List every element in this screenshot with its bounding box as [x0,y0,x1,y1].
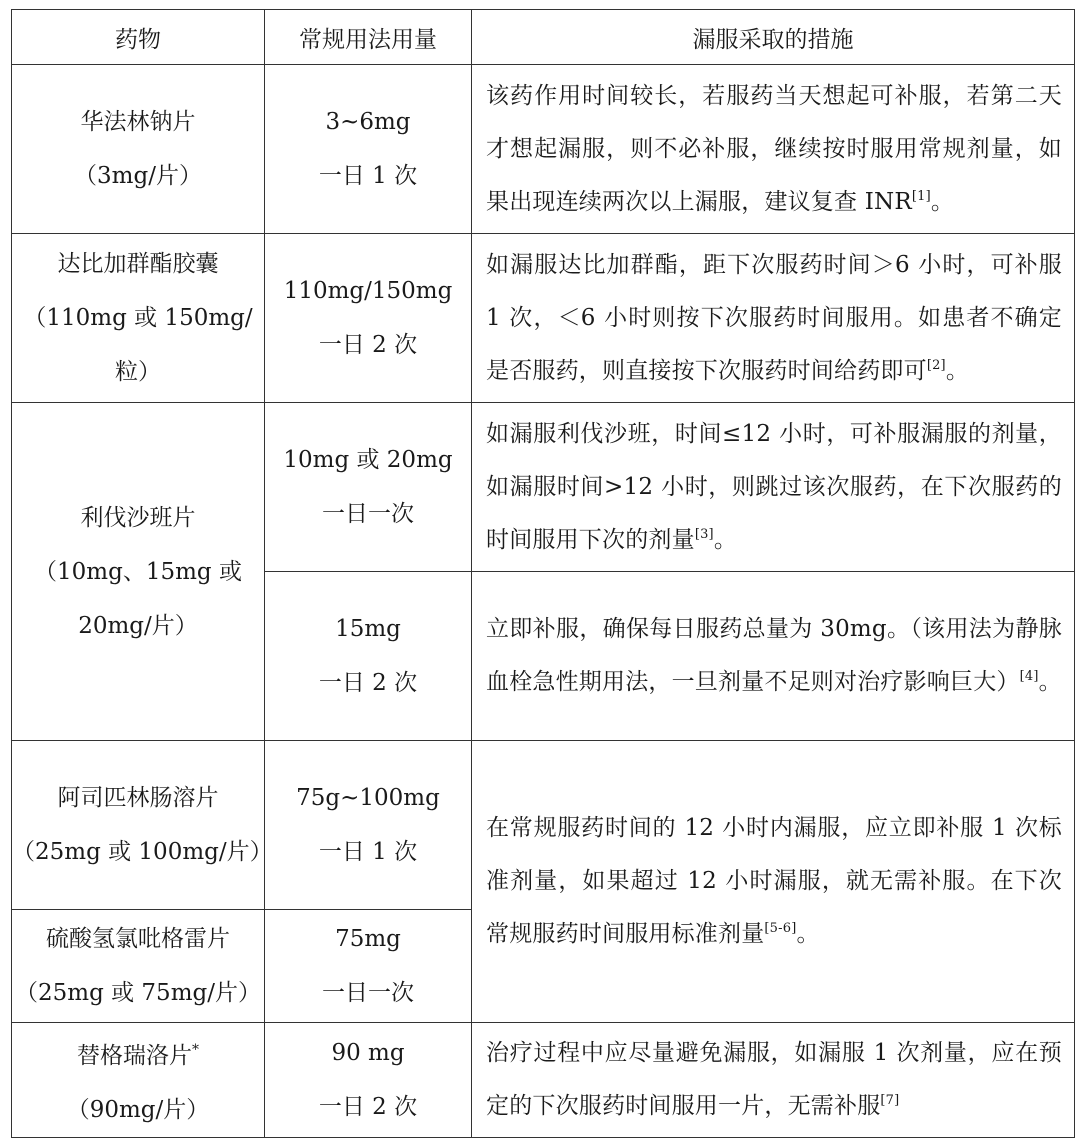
asterisk-mark: * [192,1042,199,1058]
dose-frequency: 一日一次 [322,980,414,1006]
drug-name: 替格瑞洛片 [77,1043,192,1069]
measure-tail: 。 [930,188,955,215]
measure-cell [472,572,1075,741]
reference-mark: [2] [926,357,946,373]
dose-cell [265,741,472,910]
drug-strength: （10mg、15mg 或 [34,558,242,585]
measure-text: 该药作用时间较长，若服药当天想起可补服，若第二天才想起漏服，则不必补服，继续按时服用常规剂量，如果出现连续两次以上漏服，建议复查 INR [486,82,1062,215]
drug-name: 达比加群酯胶囊 [57,251,219,277]
drug-name: 华法林钠片 [80,109,196,135]
dose-frequency: 一日 2 次 [318,670,418,696]
reference-mark: [1] [911,188,931,204]
dose-frequency: 一日 2 次 [318,332,418,358]
table-row [12,1023,1075,1138]
drug-cell [12,65,265,234]
drug-cell [12,741,273,910]
dose-frequency: 一日 2 次 [318,1094,418,1120]
header-missed-dose-action: 漏服采取的措施 [472,10,1075,65]
dose-cell [265,572,472,741]
measure-text: 在常规服药时间的 12 小时内漏服，应立即补服 1 次标准剂量，如果超过 12 小时漏服，就无需补服。在下次常规服药时间服用标准剂量 [486,815,1062,947]
measure-text: 如漏服利伐沙班，时间≤12 小时，可补服漏服的剂量，如漏服时间>12 小时，则跳过该次服药，在下次服药的时间服用下次的剂量 [486,420,1062,553]
header-drug: 药物 [12,10,265,65]
measure-tail: 。 [1038,669,1062,695]
drug-strength: （25mg 或 100mg/片） [12,839,273,865]
drug-strength-cont: 20mg/片） [78,612,198,639]
dose-amount: 15mg [335,616,401,642]
table-row [12,65,1075,234]
drug-cell [12,910,265,1023]
header-dosage: 常规用法用量 [265,10,472,65]
drug-cell [12,403,265,741]
dose-frequency: 一日 1 次 [318,163,418,189]
dose-amount: 3~6mg [325,109,411,135]
drug-strength: （25mg 或 75mg/片） [15,980,261,1006]
drug-strength-cont: 粒） [115,359,161,385]
dose-amount: 75g~100mg [296,785,440,811]
reference-mark: [5-6] [764,921,797,936]
measure-text: 治疗过程中应尽量避免漏服，如漏服 1 次剂量，应在预定的下次服药时间服用一片，无需补服 [486,1040,1062,1119]
measure-text: 如漏服达比加群酯，距下次服药时间＞6 小时，可补服 1 次，＜6 小时则按下次服药时间服用。如患者不确定是否服药，则直接按下次服药时间给药即可 [486,251,1062,384]
drug-strength: （110mg 或 150mg/ [23,305,253,331]
reference-mark: [4] [1019,669,1039,684]
table-row [12,234,1075,403]
dose-cell [265,403,472,572]
dose-amount: 75mg [335,926,401,952]
missed-dose-table [11,9,1075,1138]
drug-name: 利伐沙班片 [80,504,196,531]
drug-cell [12,234,265,403]
measure-cell [472,1023,1075,1138]
drug-name-line [12,1023,264,1083]
header-row [12,10,1075,65]
dose-cell [265,234,472,403]
drug-cell [12,1023,265,1138]
dose-frequency: 一日一次 [322,501,414,527]
dose-amount: 10mg 或 20mg [283,447,453,473]
measure-tail: 。 [796,921,820,947]
dose-frequency: 一日 1 次 [318,839,418,865]
measure-text: 立即补服，确保每日服药总量为 30mg。（该用法为静脉血栓急性期用法，一旦剂量不足则对治疗影响巨大） [486,616,1062,695]
reference-mark: [3] [694,526,714,542]
dose-amount: 90 mg [331,1040,405,1066]
drug-strength: （90mg/片） [66,1097,210,1123]
dose-amount: 110mg/150mg [283,278,453,304]
measure-tail: 。 [945,357,970,384]
drug-name: 硫酸氢氯吡格雷片 [46,926,230,952]
measure-cell [472,65,1075,234]
reference-mark: [7] [880,1093,900,1108]
table-row [12,741,1075,910]
drug-strength: （3mg/片） [74,163,202,189]
drug-name: 阿司匹林肠溶片 [57,785,219,811]
table-row [12,403,1075,572]
dose-cell [265,910,472,1023]
dose-cell [265,65,472,234]
measure-cell [472,403,1075,572]
measure-cell [472,741,1075,1023]
dose-cell [265,1023,472,1138]
measure-tail: 。 [713,526,738,553]
measure-cell [472,234,1075,403]
